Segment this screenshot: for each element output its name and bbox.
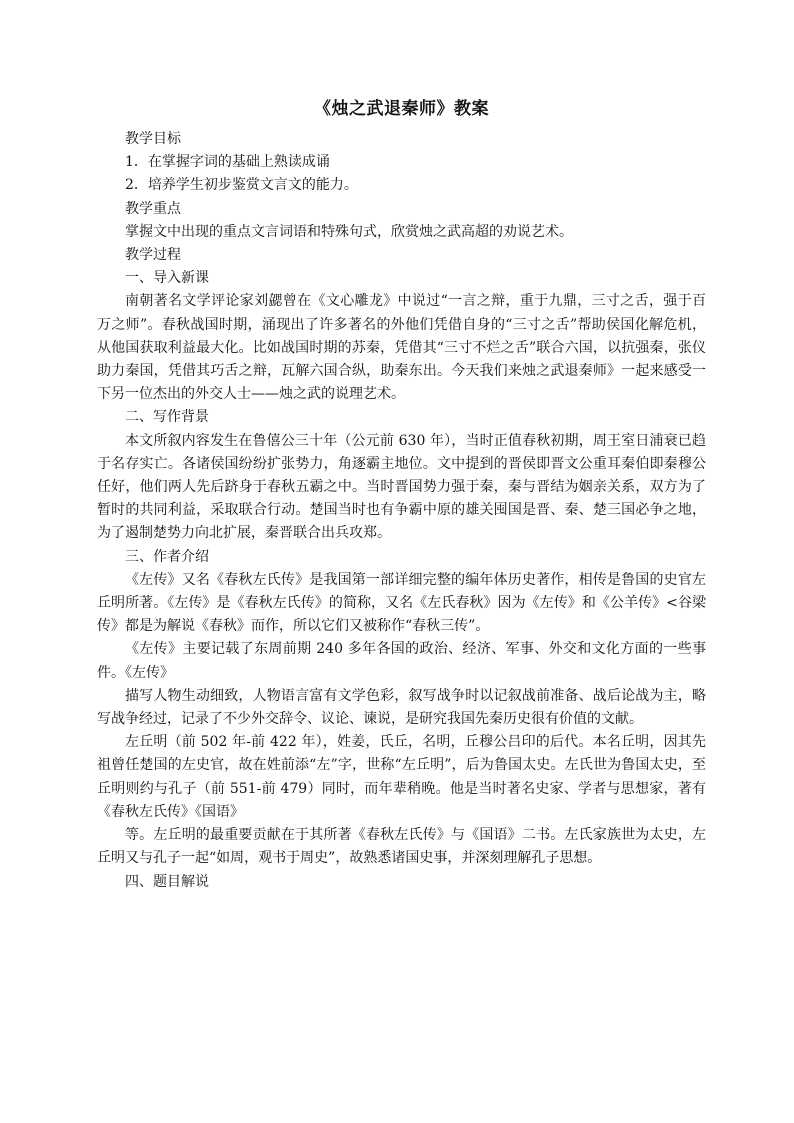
paragraph-author-4: 左丘明（前 502 年-前 422 年），姓姜，氏丘，名明，丘穆公吕印的后代。本名丘明，因其先祖曾任楚国的左史官，故在姓前添“左”字，世称“左丘明”，后为鲁国太史。左氏世为鲁国太史，至丘明则约与孔子（前 551-前 479）同时，而年辈稍晚。他是当时著名史家、学者与思想家，著有《春秋左氏传》《国语》 <box>97 734 706 820</box>
goal-item-1: 1．在掌握字词的基础上熟读成诵 <box>125 154 330 171</box>
focus-text: 掌握文中出现的重点文言词语和特殊句式，欣赏烛之武高超的劝说艺术。 <box>125 223 573 240</box>
section-heading-title-explanation: 四、题目解说 <box>125 873 209 890</box>
paragraph-intro: 南朝著名文学评论家刘勰曾在《文心雕龙》中说过“一言之辩，重于九鼎，三寸之舌，强于百万之师”。春秋战国时期，涌现出了许多著名的外他们凭借自身的“三寸之舌”帮助侯国化解危机，从他国获取利益最大化。比如战国时期的苏秦，凭借其“三寸不烂之舌”联合六国，以抗强秦，张仪助力秦国，凭借其巧舌之辩，瓦解六国合纵，助秦东出。今天我们来烛之武退秦师》一起来感受一下另一位杰出的外交人士——烛之武的说理艺术。 <box>97 293 706 403</box>
paragraph-author-5: 等。左丘明的最重要贡献在于其所著《春秋左氏传》与《国语》二书。左氏家族世为太史，左丘明又与孔子一起“如周，观书于周史”，故熟悉诸国史事，并深刻理解孔子思想。 <box>97 827 706 867</box>
section-heading-intro: 一、导入新课 <box>125 270 209 287</box>
paragraph-author-3: 描写人物生动细致，人物语言富有文学色彩，叙写战争时以记叙战前准备、战后论战为主，略写战争经过，记录了不少外交辞令、议论、谏说，是研究我国先秦历史很有价值的文献。 <box>97 687 706 728</box>
paragraph-background: 本文所叙内容发生在鲁僖公三十年（公元前 630 年），当时正值春秋初期，周王室日浦衰已趋于名存实亡。各诸侯国纷纷扩张势力，角逐霸主地位。文中提到的晋侯即晋文公重耳秦伯即秦穆公任好，他们两人先后跻身于春秋五霸之中。当时晋国势力强于秦，秦与晋结为姻亲关系，双方为了暂时的共同利益，采取联合行动。楚国当时也有争霸中原的雄关囤国是晋、秦、楚三国必争之地，为了遏制楚势力向北扩展，秦晋联合出兵攻郑。 <box>97 432 706 542</box>
goal-item-2: 2．培养学生初步鉴赏文言文的能力。 <box>125 177 358 194</box>
paragraph-author-2: 《左传》主要记载了东周前期 240 多年各国的政治、经济、军事、外交和文化方面的一些事件。《左传》 <box>97 641 706 681</box>
heading-teaching-goals: 教学目标 <box>125 131 181 147</box>
document-title: 《烛之武退秦师》教案 <box>314 99 489 119</box>
paragraph-author-1: 《左传》又名《春秋左氏传》是我国第一部详细完整的编年体历史著作，相传是鲁国的史官左丘明所著。《左传》是《春秋左氏传》的简称，又名《左氏春秋》因为《左传》和《公羊传》<谷梁传》都是为解说《春秋》而作，所以它们又被称作“春秋三传”。 <box>97 571 706 635</box>
section-heading-author: 三、作者介绍 <box>125 548 209 565</box>
heading-teaching-process: 教学过程 <box>125 247 181 264</box>
section-heading-background: 二、写作背景 <box>125 409 209 426</box>
heading-teaching-focus: 教学重点 <box>125 200 181 217</box>
